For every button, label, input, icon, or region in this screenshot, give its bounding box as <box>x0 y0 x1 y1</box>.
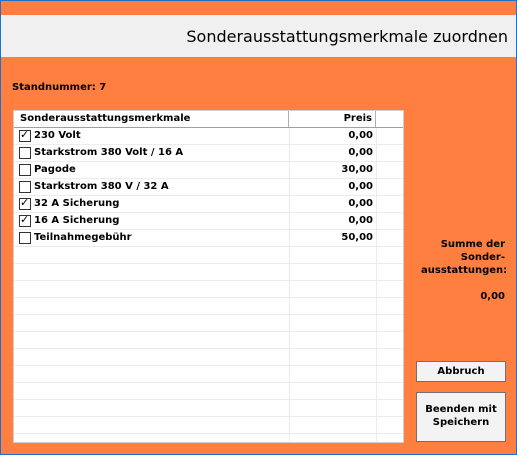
row-preis: 0,00 <box>348 181 373 192</box>
row-checkbox[interactable] <box>19 130 31 142</box>
row-name: Teilnahmegebühr <box>34 232 132 243</box>
column-separator <box>289 417 290 433</box>
column-separator <box>289 332 290 348</box>
empty-row[interactable] <box>14 281 403 298</box>
table-row[interactable] <box>14 128 403 145</box>
row-preis: 0,00 <box>348 130 373 141</box>
column-separator <box>376 383 377 399</box>
table-row[interactable] <box>14 145 403 162</box>
column-separator <box>376 400 377 416</box>
empty-row[interactable] <box>14 417 403 434</box>
row-name: Starkstrom 380 V / 32 A <box>34 181 169 192</box>
table-row[interactable] <box>14 230 403 247</box>
row-name: Pagode <box>34 164 76 175</box>
column-separator <box>289 281 290 297</box>
row-preis: 50,00 <box>341 232 373 243</box>
row-checkbox[interactable] <box>19 215 31 227</box>
dialog-title: Sonderausstattungsmerkmale zuordnen <box>186 27 508 46</box>
table-row[interactable] <box>14 179 403 196</box>
row-preis: 0,00 <box>348 215 373 226</box>
column-separator <box>376 349 377 365</box>
row-preis: 0,00 <box>348 198 373 209</box>
row-checkbox[interactable] <box>19 232 31 244</box>
row-checkbox[interactable] <box>19 181 31 193</box>
column-separator <box>376 366 377 382</box>
column-separator <box>376 196 377 212</box>
row-checkbox[interactable] <box>19 147 31 159</box>
row-name: 16 A Sicherung <box>34 215 120 226</box>
column-separator <box>289 434 290 443</box>
column-separator <box>376 281 377 297</box>
empty-row[interactable] <box>14 349 403 366</box>
column-separator <box>376 298 377 314</box>
column-separator <box>376 213 377 229</box>
empty-row[interactable] <box>14 434 403 443</box>
column-separator <box>376 332 377 348</box>
empty-row[interactable] <box>14 332 403 349</box>
sum-value: 0,00 <box>480 291 505 302</box>
empty-row[interactable] <box>14 298 403 315</box>
row-checkbox[interactable] <box>19 198 31 210</box>
table-row[interactable] <box>14 213 403 230</box>
features-grid[interactable] <box>13 110 404 443</box>
column-separator <box>376 315 377 331</box>
column-separator <box>289 264 290 280</box>
column-separator <box>376 128 377 144</box>
grid-header <box>14 111 403 128</box>
empty-row[interactable] <box>14 264 403 281</box>
grid-rows <box>14 128 403 443</box>
column-separator <box>376 179 377 195</box>
empty-row[interactable] <box>14 366 403 383</box>
column-separator <box>376 417 377 433</box>
column-separator <box>376 264 377 280</box>
row-checkbox[interactable] <box>19 164 31 176</box>
row-preis: 30,00 <box>341 164 373 175</box>
row-name: 32 A Sicherung <box>34 198 120 209</box>
column-separator <box>289 247 290 263</box>
empty-row[interactable] <box>14 315 403 332</box>
column-separator <box>289 349 290 365</box>
column-separator <box>289 400 290 416</box>
table-row[interactable] <box>14 162 403 179</box>
column-separator <box>289 383 290 399</box>
column-header-preis[interactable]: Preis <box>289 111 376 127</box>
cancel-button[interactable]: Abbruch <box>416 361 506 382</box>
column-header-name[interactable]: Sonderausstattungsmerkmale <box>14 111 289 127</box>
column-separator <box>289 315 290 331</box>
empty-row[interactable] <box>14 400 403 417</box>
stand-number-label: Standnummer: 7 <box>12 82 107 93</box>
header-bar <box>1 15 516 57</box>
row-name: Starkstrom 380 Volt / 16 A <box>34 147 184 158</box>
column-separator <box>289 366 290 382</box>
empty-row[interactable] <box>14 247 403 264</box>
table-row[interactable] <box>14 196 403 213</box>
save-and-close-button[interactable]: Beenden mit Speichern <box>416 392 506 442</box>
row-preis: 0,00 <box>348 147 373 158</box>
row-name: 230 Volt <box>34 130 81 141</box>
sum-label: Summe der Sonder- ausstattungen: <box>421 239 508 276</box>
column-separator <box>376 162 377 178</box>
empty-row[interactable] <box>14 383 403 400</box>
column-separator <box>376 145 377 161</box>
column-separator <box>376 230 377 246</box>
column-separator <box>376 247 377 263</box>
column-separator <box>289 298 290 314</box>
column-separator <box>376 434 377 443</box>
